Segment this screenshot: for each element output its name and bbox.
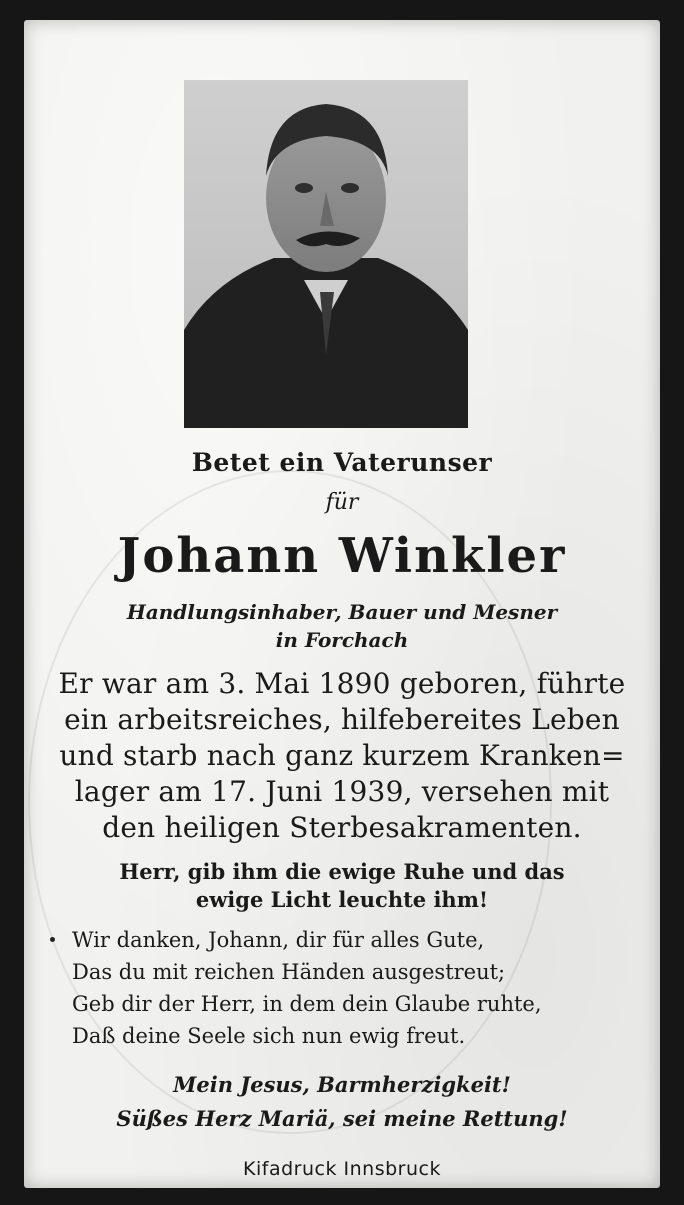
biography-line: lager am 17. Juni 1939, versehen mit: [74, 775, 610, 808]
printer-imprint: Kifadruck Innsbruck: [243, 1158, 441, 1180]
verse-line: Daß deine Seele sich nun ewig freut.: [72, 1024, 466, 1048]
biography-line: ein arbeitsreiches, hilfebereites Leben: [64, 703, 620, 736]
biography-line: Er war am 3. Mai 1890 geboren, führte: [58, 667, 626, 700]
heading: Betet ein Vaterunser: [191, 448, 493, 477]
verse-line: Das du mit reichen Händen ausgestreut;: [72, 960, 506, 984]
prayer-line: ewige Licht leuchte ihm!: [195, 887, 489, 912]
memorial-verse: [72, 924, 632, 1052]
occupation: Handlungsinhaber, Bauer und Mesner: [126, 600, 558, 624]
invocation-line: Süßes Herz Mariä, sei meine Rettung!: [116, 1106, 568, 1131]
invocation-line: Mein Jesus, Barmherzigkeit!: [173, 1072, 511, 1097]
prayer-line: Herr, gib ihm die ewige Ruhe und das: [119, 859, 565, 884]
memorial-card: [24, 20, 660, 1188]
biography: [24, 666, 660, 846]
verse-line: Wir danken, Johann, dir für alles Gute,: [72, 928, 485, 952]
invocations: [24, 1068, 660, 1136]
biography-line: und starb nach ganz kurzem Kranken=: [59, 739, 625, 772]
for-label: für: [325, 490, 359, 515]
portrait-photo: [184, 80, 468, 428]
verse-line: Geb dir der Herr, in dem dein Glaube ruhte,: [72, 992, 542, 1016]
prayer: [24, 858, 660, 914]
biography-line: den heiligen Sterbesakramenten.: [102, 811, 582, 844]
deceased-name: Johann Winkler: [117, 528, 567, 584]
place: in Forchach: [275, 628, 409, 652]
bullet-mark: [50, 937, 55, 942]
